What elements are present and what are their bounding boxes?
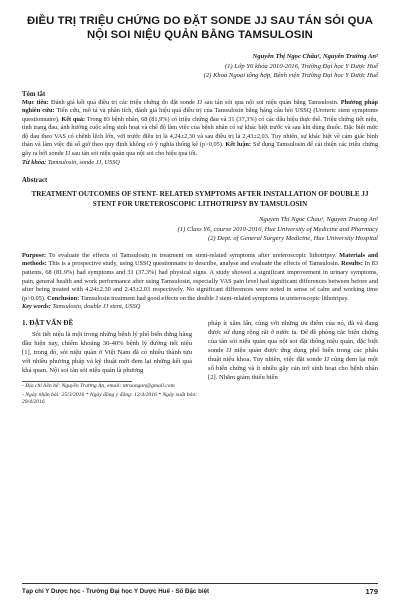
abstract-text-results: In 83 patients, 68 (81.9%) had symptoms and 31 (37.3%) had physical signs. A study showed a significant improvement in urinary symptoms, pain, general health and work performance after using Tamsulosin, especially VAS pain level had significant differences between before and after being treated with 4.24±2.30 and 2.43±2.03 respectively. No significant differences were noted in sense of calm and working time (p>0.05). (22, 260, 378, 302)
tomtat-paragraph (22, 99, 378, 159)
tomtat-text-result: Trong 83 bệnh nhân, 68 (81,9%) có triệu chứng đau và 31 (37,3%) có các dấu hiệu thực thể. Triệu chứng tiết niệu, tình trạng đau, ảnh hưởng cuộc sống sinh hoạt và chế độ làm việc của bệnh nhân có sự khác biệt trước và sau khi dùng thuốc. Đặc biệt mức độ đau theo VAS có chênh lệch lớn, với trước điều trị là 4,24±2,30 và sau điều trị là 2,43±2,03. Tuy nhiên, sự khác biệt về cảm giác bình thản và làm việc đủ số giờ theo quy định không có ý nghĩa thống kê (p>0,05). (22, 115, 378, 149)
keywords-line (22, 303, 378, 312)
tomtat-heading: Tóm tắt (22, 90, 46, 98)
abstract-lead-methods: Materials and methods: (22, 251, 378, 268)
abstract-body (22, 252, 378, 312)
body-column-right (208, 319, 378, 407)
abstract-paragraph (22, 252, 378, 304)
tomtat-lead-result: Kết quả: (61, 115, 86, 123)
authors-english: Nguyen Thi Ngoc Chau¹, Nguyen Truong An² (258, 216, 378, 224)
footnote-dates: - Ngày nhận bài: 25/3/2016 * Ngày đồng ý đăng: 12/4/2016 * Ngày xuất bản: 29/4/2016 (22, 391, 197, 406)
article-title-english: TREATMENT OUTCOMES OF STENT- RELATED SYMPTOMS AFTER INSTALLATION OF DOUBLE JJ STENT FOR URETEROSCOPIC LITHOTRIPSY BY TAMSULOSIN (31, 190, 369, 209)
affiliation-vn-1: (1) Lớp Y6 khóa 2010-2016, Trường Đại học Y Dược Huế (224, 62, 378, 70)
intro-paragraph-left: Sỏi tiết niệu là một trong những bệnh lý phổ biến đứng hàng đầu hiện nay, chiếm khoảng 30-40% bệnh lý đường tiết niệu [1], trong đó, sỏi niệu quản ở Việt Nam đã có nhiều thành tựu với nhiều phương pháp và kỹ thuật mới đem lại những kết quả khả quan. Nội soi tán sỏi niệu quản là phương (22, 330, 192, 374)
keywords-text: Tamsulosin, double JJ stent, USSQ (50, 303, 141, 311)
footnote-divider (22, 381, 132, 382)
abstract-text-purpose: To evaluate the effects of Tamsulosin in treatment on stent-related symptoms after ureteroscopic lithotripsy. (46, 251, 340, 259)
abstract-text-methods: This is a prospective study, using USSQ questionnaire to describe, analyse and evaluate the effects of Tamsulosin. (46, 260, 342, 268)
affiliation-vn-2: (2) Khoa Ngoại tổng hợp, Bệnh viện Trường Đại học Y Dược Huế (203, 72, 378, 79)
tomtat-lead-conclusion: Kết luận: (225, 141, 252, 149)
tomtat-text-conclusion: Sử dụng Tamsulosin để cải thiện các triệu chứng gây ra bởi sonde JJ sau tán sỏi niệu quản qua nội soi cho hiệu quả tốt. (22, 141, 378, 158)
tomtat-body (22, 99, 378, 168)
tomtat-text-objective: Đánh giá kết quả điều trị các triệu chứng do đặt sonde JJ sau tán sỏi qua nội soi niệu quản bằng Tamsulosin. (48, 98, 341, 106)
affiliation-en-1: (1) Class Y6, course 2010-2016, Hue University of Medicine and Pharmacy (177, 225, 378, 233)
tukhoa-line (22, 159, 378, 168)
abstract-heading: Abstract (22, 177, 48, 185)
tukhoa-lead: Từ khóa: (22, 158, 47, 166)
footnote-contact: - Địa chỉ liên hệ: Nguyễn Trường An, email: ntruongan@gmail.com (22, 382, 175, 389)
page-footer (22, 583, 378, 596)
keywords-lead: Key words: (22, 303, 51, 311)
tomtat-lead-method: Phương pháp nghiên cứu: (22, 98, 378, 115)
tomtat-text-method: Tiến cứu, mô tả và phân tích, đánh giá hiệu quả điều trị của Tamsulosin bằng bảng câu hỏi USSQ (Ureteric stent symptoms questionnaire). (22, 107, 378, 123)
body-column-left (22, 318, 197, 407)
abstract-lead-purpose: Purpose: (22, 251, 47, 259)
journal-name: Tạp chí Y Dược học - Trường Đại học Y Dược Huế - Số Đặc biệt (22, 588, 210, 595)
authors-vietnamese: Nguyễn Thị Ngọc Châu¹, Nguyễn Trường An² (252, 53, 378, 60)
abstract-text-conclusion: Tamsulosin treatment had good effects on the double J stent-related symptoms in ureteroscopic lithotripsy. (79, 294, 349, 302)
abstract-lead-conclusion: Conclusion: (47, 294, 80, 302)
intro-paragraph-right: pháp ít xâm lấn, cùng với những ưu điểm của nó, đã và đang được sử dụng rộng rãi ở nước ta. Để đề phòng các biến chứng của tán sỏi niệu quản qua nội soi đặt thông niệu quản, đặc biệt sonde JJ niệu quản được ứng dụng phổ biến trong các phẫu thuật niệu khoa. Tuy nhiên, việc đặt sonde JJ cũng đem lại một số biến chứng và ít nhiều gây cản trở sinh hoạt cho bệnh nhân [2]. Nhằm giảm thiểu biến (208, 319, 378, 381)
tukhoa-text: Tamsulosin, sonde JJ, USSQ (46, 158, 120, 166)
abstract-lead-results: Results: (341, 260, 363, 268)
tomtat-lead-objective: Mục tiêu: (22, 98, 49, 106)
page-number: 179 (365, 587, 378, 596)
body-columns (22, 319, 378, 407)
section-heading-introduction: 1. ĐẶT VẤN ĐỀ (22, 318, 74, 327)
affiliation-en-2: (2) Dept. of General Surgery Medicine, Hue University Hospital (207, 235, 378, 243)
article-title-vietnamese: ĐIỀU TRỊ TRIỆU CHỨNG DO ĐẶT SONDE JJ SAU TÁN SỎI QUA NỘI SOI NIỆU QUẢN BẰNG TAMSULOSIN (27, 15, 373, 41)
